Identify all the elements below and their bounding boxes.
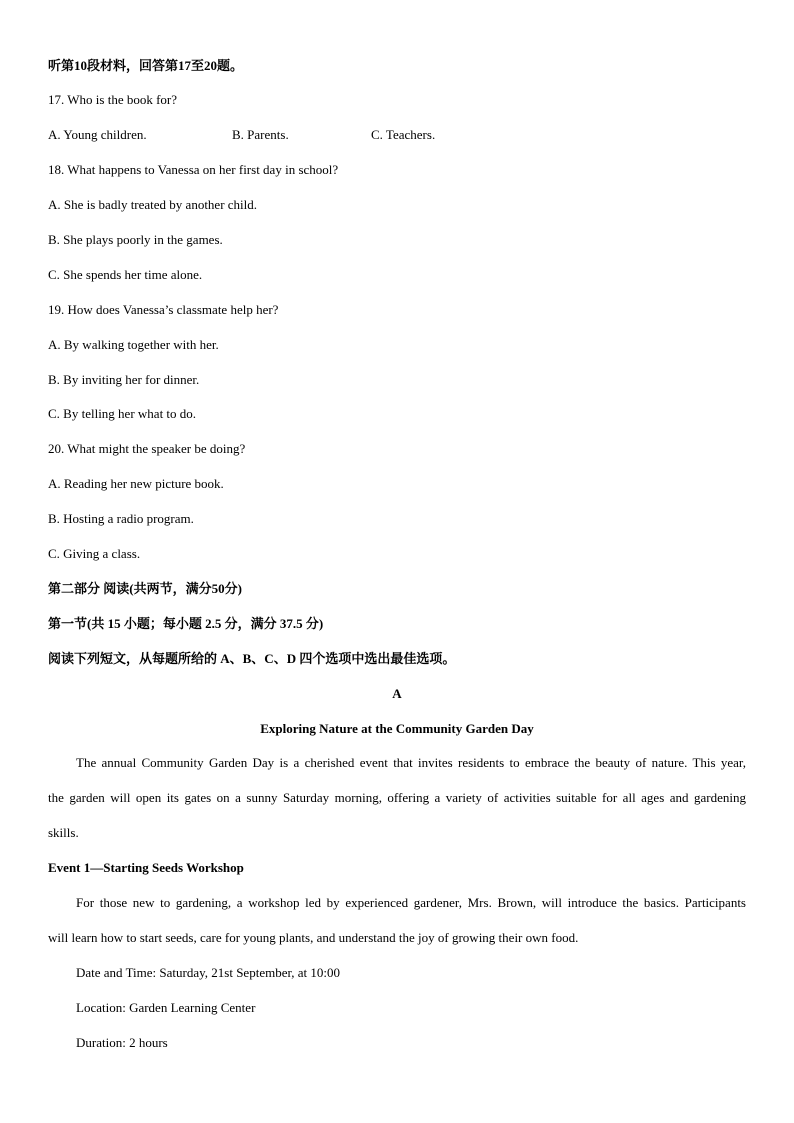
event1-duration: Duration: 2 hours [76,1035,168,1050]
part2-instruction: 阅读下列短文，从每题所给的 A、B、C、D 四个选项中选出最佳选项。 [48,651,456,666]
event1-para-line1: For those new to gardening, a workshop led by experienced gardener, Mrs. Brown, will introduce the basics. Participants [76,895,746,910]
event1-para-line2: will learn how to start seeds, care for young plants, and understand the joy of growing their own food. [48,930,579,945]
passage-title: Exploring Nature at the Community Garden Day [260,721,534,736]
question-19-option-b: B. By inviting her for dinner. [48,372,200,387]
question-20-option-a: A. Reading her new picture book. [48,476,224,491]
question-17-options [48,126,746,144]
question-17-option-b: B. Parents. [232,127,289,142]
question-20-stem: 20. What might the speaker be doing? [48,441,246,456]
question-17-option-a: A. Young children. [48,127,147,142]
passage-para1-line2: the garden will open its gates on a sunny Saturday morning, offering a variety of activities suitable for all ages and gardening [48,790,746,805]
part2-heading: 第二部分 阅读(共两节，满分50分) [48,581,242,596]
event1-location: Location: Garden Learning Center [76,1000,256,1015]
question-18-option-c: C. She spends her time alone. [48,267,203,282]
question-18-option-a: A. She is badly treated by another child. [48,197,258,212]
section-intro: 听第10段材料，回答第17至20题。 [48,58,244,73]
passage-para1-line1: The annual Community Garden Day is a cherished event that invites residents to embrace the beauty of nature. This year, [76,755,746,770]
passage-para1-line3: skills. [48,825,79,840]
question-18-stem: 18. What happens to Vanessa on her first day in school? [48,162,339,177]
question-19-stem: 19. How does Vanessa’s classmate help her? [48,302,279,317]
event1-title: Event 1—Starting Seeds Workshop [48,860,244,875]
passage-letter: A [392,686,402,701]
event1-date-time: Date and Time: Saturday, 21st September, at 10:00 [76,965,341,980]
question-20-option-b: B. Hosting a radio program. [48,511,194,526]
question-19-option-a: A. By walking together with her. [48,337,219,352]
question-17-stem: 17. Who is the book for? [48,92,178,107]
question-19-option-c: C. By telling her what to do. [48,406,197,421]
question-20-option-c: C. Giving a class. [48,546,141,561]
question-17-option-c: C. Teachers. [371,127,436,142]
question-18-option-b: B. She plays poorly in the games. [48,232,223,247]
part2-section1-heading: 第一节(共 15 小题；每小题 2.5 分，满分 37.5 分) [48,616,324,631]
